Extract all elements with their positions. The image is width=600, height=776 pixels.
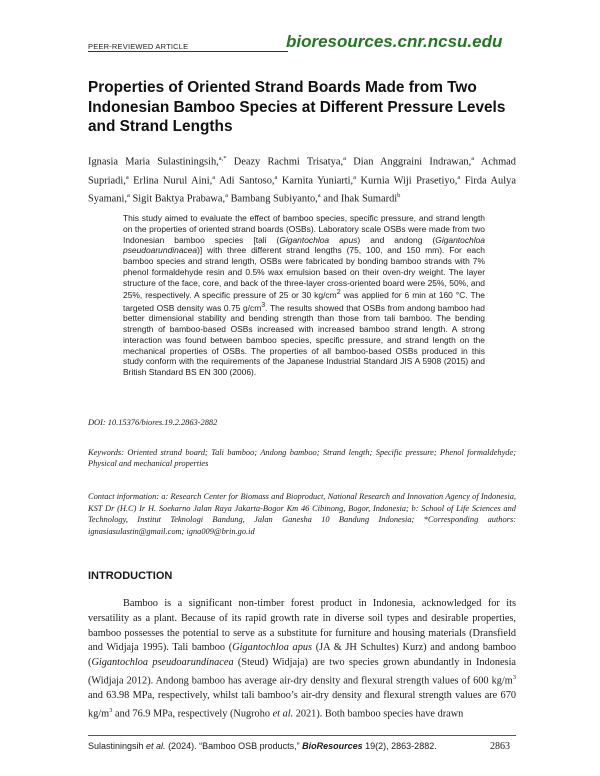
affiliation-marker: a	[343, 155, 346, 162]
citation-text: et al.	[146, 741, 166, 751]
author-name: Karnita Yuniarti,	[281, 175, 354, 187]
superscript: 3	[109, 707, 113, 714]
abstract-text: was applied for 6 min at 160 °C. The targeted OSB density was 0.75 g/cm	[123, 290, 485, 313]
contact-information: Contact information: a: Research Center for Biomass and Bioproduct, National Research and Innovation Agency of Indonesia, KST Dr (H.C) Ir H. Soekarno Jalan Raya Jakarta-Bogor Km 46 Cibinong, Bogor, Indonesia; b: School of Life Sciences and Technology, Institut Teknologi Bandung, Jalan Ganesha 10 Bandung Indonesia; *Corresponding authors: ignasiasulastin@gmail.com; igna009@brin.go.id	[88, 492, 516, 536]
journal-name: BioResources	[302, 741, 363, 751]
affiliation-marker: a	[225, 192, 228, 200]
body-text: and 76.9 MPa, respectively (Nugroho	[112, 708, 273, 720]
section-heading: INTRODUCTION	[88, 570, 173, 582]
body-text: Bamboo is a significant non-timber forest product in Indonesia, acknowledged for its versatility as a plant. Because of its rapid growth rate in diverse soil types and desirable properties, bamboo possesses the potential to serve as a substitute for furniture and housing materials (Dransfield and Widjaja 1995). Tali bamboo (	[88, 598, 516, 654]
abstract-text: ) and andong (	[357, 234, 436, 245]
species-name: Gigantochloa apus	[232, 642, 312, 654]
author-name: Deazy Rachmi Trisatya,	[233, 156, 344, 168]
author-name: Bambang Subiyanto,	[230, 193, 318, 205]
author-name: Achmad Supriadi,	[88, 156, 516, 187]
author-name: Ignasia Maria Sulastiningsih,	[88, 156, 219, 168]
header-rule	[88, 51, 288, 52]
affiliation-marker: a	[353, 173, 357, 181]
superscript: 3	[512, 673, 516, 681]
body-text: (Steud) Widjaja) are two species grown abundantly in Indonesia (Widjaja 2012). Andong bamboo has average air-dry density and flexural strength values of 600 kg/m	[88, 657, 517, 687]
author-name: and Ihak Sumardi	[323, 193, 398, 205]
footer-rule	[88, 735, 516, 736]
affiliation-marker: b	[397, 192, 401, 200]
superscript: 2	[336, 289, 341, 297]
author-name: Sigit Baktya Prabawa,	[132, 193, 226, 205]
abstract-text: This study aimed to evaluate the effect of bamboo species, specific pressure, and strand length on the properties of oriented strand boards (OSBs). Laboratory scale OSBs were made from two Indonesian bamboo species [tali (	[123, 213, 485, 245]
paragraph	[88, 597, 516, 722]
affiliation-marker: a	[274, 173, 278, 181]
author-name: Adi Santoso,	[218, 175, 275, 187]
author-list	[88, 151, 516, 207]
abstract	[123, 213, 485, 378]
abstract-text: )] with three different strand lengths (75, 100, and 150 mm). For each bamboo species and strand length, OSBs were fabricated by bonding bamboo strands with 7% phenol formaldehyde resin and 0.5% wax emulsion based on their oven-dry weight. The layer structure of the face, core, and back of the three-layer cross-oriented board were 25%, 50%, and 25%, respectively. A specific pressure of 25 or 30 kg/cm	[123, 245, 485, 301]
doi-line[interactable]: DOI: 10.15376/biores.19.2.2863-2882	[88, 418, 218, 427]
body-text: (JA & JH Schultes) Kurz) and andong bamboo (	[88, 642, 517, 669]
introduction-body	[88, 597, 516, 722]
author-name: Dian Anggraini Indrawan,	[353, 156, 472, 168]
body-text: and 63.98 MPa, respectively, whilst tali bamboo’s air-dry density and flexural strength values are 670 kg/m	[88, 690, 516, 720]
species-name: Gigantochloa pseudoarundinacea	[123, 234, 485, 256]
author-name: Erlina Nurul Aini,	[133, 175, 213, 187]
abstract-text: . The results showed that OSBs from andong bamboo had better dimensional stability and bending strength than those from tali bamboo. The bending strength of bamboo-based OSBs increased with increased bamboo strand length. A strong interaction was found between bamboo species, specific pressure, and strand length on the mechanical properties of OSBs. The properties of all bamboo-based OSBs produced in this study conform with the requirements of the Japanese Industrial Standard JIS A 5908 (2015) and British Standard BS EN 300 (2006).	[123, 302, 485, 378]
running-header-label: PEER-REVIEWED ARTICLE	[88, 42, 189, 51]
citation-text: 19(2), 2863-2882.	[362, 741, 437, 751]
species-name: Gigantochloa pseudoarundinacea	[91, 657, 234, 669]
affiliation-marker: a	[317, 192, 321, 200]
affiliation-marker: a	[212, 173, 216, 181]
article-title: Properties of Oriented Strand Boards Made from Two Indonesian Bamboo Species at Different Pressure Levels and Strand Lengths	[88, 79, 506, 135]
author-name: Firda Aulya Syamani,	[88, 175, 516, 205]
author-name: Kurnia Wiji Prasetiyo,	[360, 175, 458, 187]
body-text: 2021). Both bamboo species have drawn	[293, 708, 464, 720]
keywords: Keywords: Oriented strand board; Tali bamboo; Andong bamboo; Strand length; Specific pressure; Phenol formaldehyde; Physical and mechanical properties	[88, 448, 516, 468]
footer-citation	[88, 741, 437, 751]
page-number: 2863	[490, 741, 510, 752]
affiliation-marker: a	[126, 192, 130, 200]
superscript: 3	[261, 301, 266, 309]
affiliation-marker: a	[471, 155, 475, 162]
citation-text: (2024). “Bamboo OSB products,”	[165, 741, 303, 751]
species-name: Gigantochloa apus	[279, 234, 358, 245]
citation-text: Sulastiningsih	[88, 741, 147, 751]
affiliation-marker: a	[125, 173, 129, 181]
body-text-italic: et al.	[272, 708, 294, 720]
affiliation-marker: a	[457, 173, 461, 181]
affiliation-marker: a,*	[218, 155, 227, 162]
journal-website-link[interactable]: bioresources.cnr.ncsu.edu	[286, 32, 503, 51]
